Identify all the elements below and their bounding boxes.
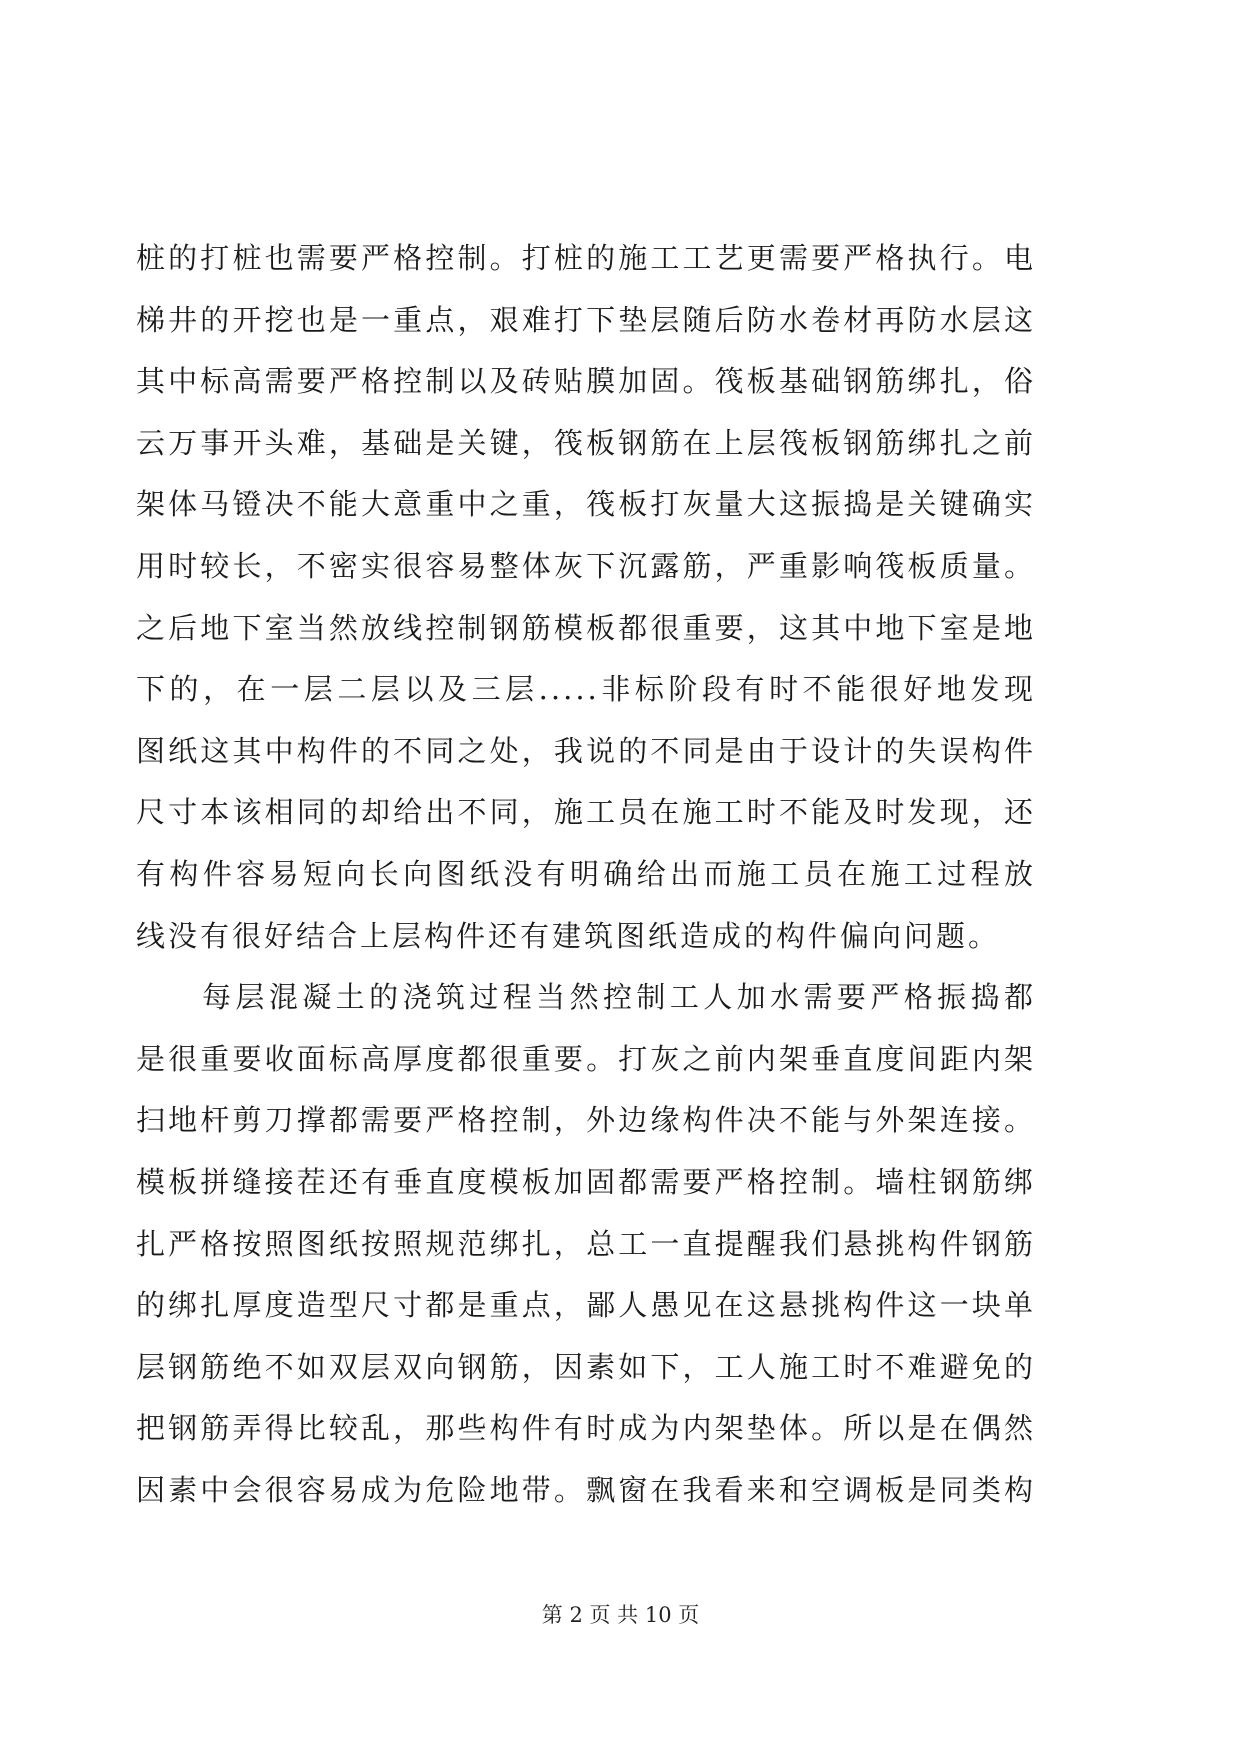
text-line: 图纸这其中构件的不同之处，我说的不同是由于设计的失误构件: [136, 733, 1036, 768]
text-line: 扫地杆剪刀撑都需要严格控制，外边缘构件决不能与外架连接。: [136, 1103, 1036, 1138]
text-line: 模板拼缝接茬还有垂直度模板加固都需要严格控制。墙柱钢筋绑: [136, 1164, 1036, 1199]
text-line: 梯井的开挖也是一重点，艰难打下垫层随后防水卷材再防水层这: [136, 302, 1036, 337]
text-line: 下的，在一层二层以及三层.....非标阶段有时不能很好地发现: [136, 672, 1036, 707]
text-line: 线没有很好结合上层构件还有建筑图纸造成的构件偏向问题。: [136, 918, 1001, 953]
text-line: 尺寸本该相同的却给出不同，施工员在施工时不能及时发现，还: [136, 795, 1036, 830]
text-line: 扎严格按照图纸按照规范绑扎，总工一直提醒我们悬挑构件钢筋: [136, 1226, 1036, 1261]
text-line: 其中标高需要严格控制以及砖贴膜加固。筏板基础钢筋绑扎，俗: [136, 364, 1036, 399]
text-line: 云万事开头难，基础是关键，筏板钢筋在上层筏板钢筋绑扎之前: [136, 425, 1036, 460]
text-line: 每层混凝土的浇筑过程当然控制工人加水需要严格振捣都: [202, 980, 1036, 1015]
text-line: 有构件容易短向长向图纸没有明确给出而施工员在施工过程放: [136, 856, 1036, 891]
text-line: 之后地下室当然放线控制钢筋模板都很重要，这其中地下室是地: [136, 610, 1036, 645]
text-line: 是很重要收面标高厚度都很重要。打灰之前内架垂直度间距内架: [136, 1041, 1036, 1076]
text-line: 桩的打桩也需要严格控制。打桩的施工工艺更需要严格执行。电: [136, 241, 1036, 275]
text-line: 因素中会很容易成为危险地带。飘窗在我看来和空调板是同类构: [136, 1472, 1036, 1507]
text-line: 用时较长，不密实很容易整体灰下沉露筋，严重影响筏板质量。: [136, 548, 1036, 583]
text-line: 架体马镫决不能大意重中之重，筏板打灰量大这振捣是关键确实: [136, 487, 1036, 522]
page-number-footer: 第 2 页 共 10 页: [541, 1603, 700, 1627]
text-line: 的绑扎厚度造型尺寸都是重点，鄙人愚见在这悬挑构件这一块单: [136, 1288, 1036, 1323]
text-line: 层钢筋绝不如双层双向钢筋，因素如下，工人施工时不难避免的: [136, 1349, 1036, 1384]
text-line: 把钢筋弄得比较乱，那些构件有时成为内架垫体。所以是在偶然: [136, 1411, 1036, 1446]
body-text: [136, 228, 1036, 1521]
